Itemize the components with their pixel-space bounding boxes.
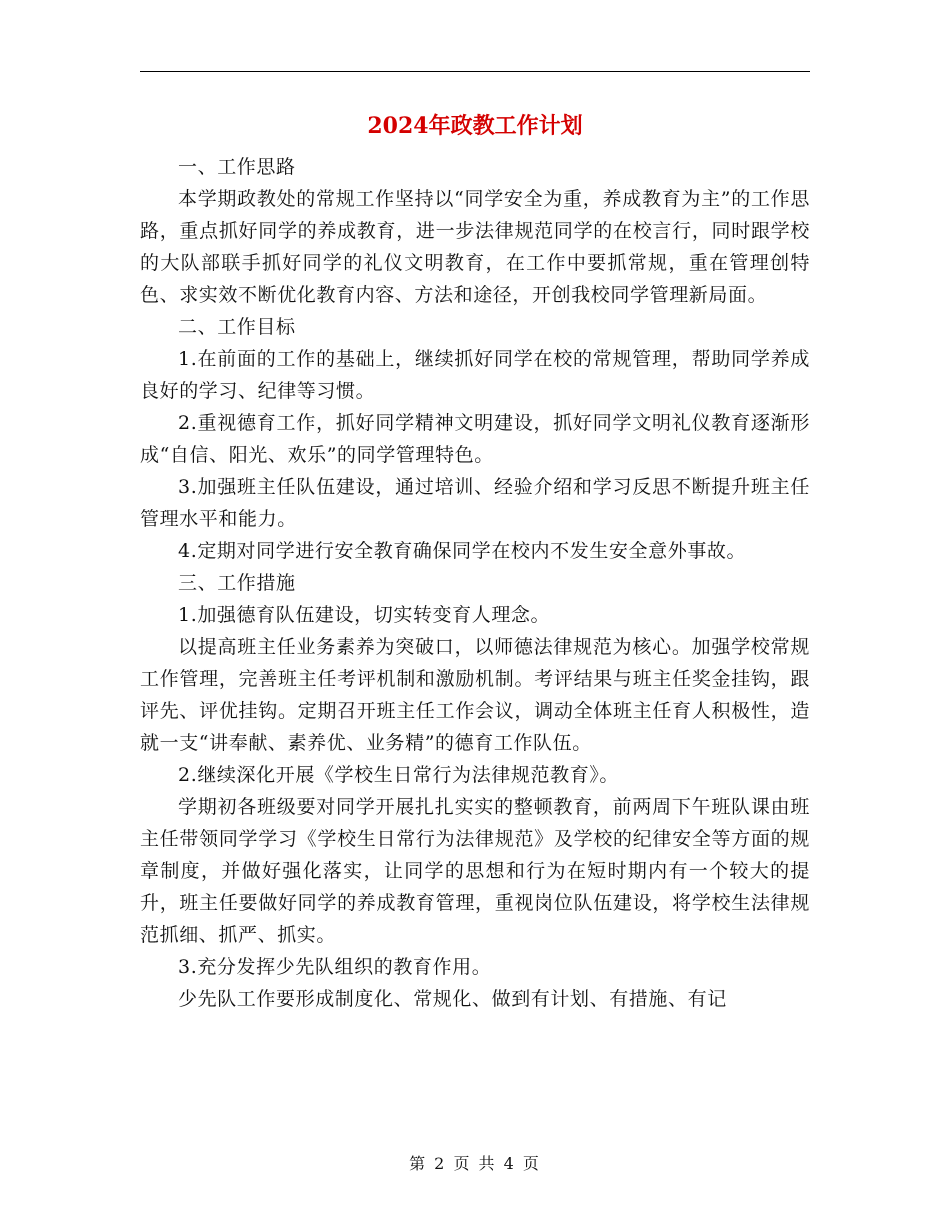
paragraph-work-idea: 本学期政教处的常规工作坚持以“同学安全为重，养成教育为主”的工作思路，重点抓好同学的养成教育，进一步法律规范同学的在校言行，同时跟学校的大队部联手抓好同学的礼仪文明教育，在工作中要抓常规，重在管理创特色、求实效不断优化教育内容、方法和途径，开创我校同学管理新局面。 (140, 188, 810, 306)
page-number-footer: 第 2 页 共 4 页 (409, 1154, 541, 1173)
document-title: 2024年政教工作计划 (367, 113, 583, 139)
measure-heading-1: 1.加强德育队伍建设，切实转变育人理念。 (178, 604, 551, 626)
header-rule (140, 71, 810, 72)
goal-item-3: 3.加强班主任队伍建设，通过培训、经验介绍和学习反思不断提升班主任管理水平和能力。 (140, 476, 810, 530)
goal-item-4: 4.定期对同学进行安全教育确保同学在校内不发生安全意外事故。 (178, 540, 747, 562)
section-heading-1: 一、工作思路 (178, 156, 296, 178)
measure-text-1: 以提高班主任业务素养为突破口，以师德法律规范为核心。加强学校常规工作管理，完善班主任考评机制和激励机制。考评结果与班主任奖金挂钩，跟评先、评优挂钩。定期召开班主任工作会议，调动全体班主任育人积极性，造就一支“讲奉献、素养优、业务精”的德育工作队伍。 (140, 636, 810, 754)
measure-heading-2: 2.继续深化开展《学校生日常行为法律规范教育》。 (178, 764, 620, 786)
section-heading-3: 三、工作措施 (178, 572, 296, 594)
goal-item-1: 1.在前面的工作的基础上，继续抓好同学在校的常规管理，帮助同学养成良好的学习、纪律等习惯。 (140, 348, 810, 402)
measure-text-3: 少先队工作要形成制度化、常规化、做到有计划、有措施、有记 (178, 988, 727, 1010)
document-body (140, 151, 810, 1015)
measure-text-2: 学期初各班级要对同学开展扎扎实实的整顿教育，前两周下午班队课由班主任带领同学学习《学校生日常行为法律规范》及学校的纪律安全等方面的规章制度，并做好强化落实，让同学的思想和行为在短时期内有一个较大的提升，班主任要做好同学的养成教育管理，重视岗位队伍建设，将学校生法律规范抓细、抓严、抓实。 (140, 796, 810, 946)
section-heading-2: 二、工作目标 (178, 316, 296, 338)
goal-item-2: 2.重视德育工作，抓好同学精神文明建设，抓好同学文明礼仪教育逐渐形成“自信、阳光、欢乐”的同学管理特色。 (140, 412, 810, 466)
measure-heading-3: 3.充分发挥少先队组织的教育作用。 (178, 956, 492, 978)
